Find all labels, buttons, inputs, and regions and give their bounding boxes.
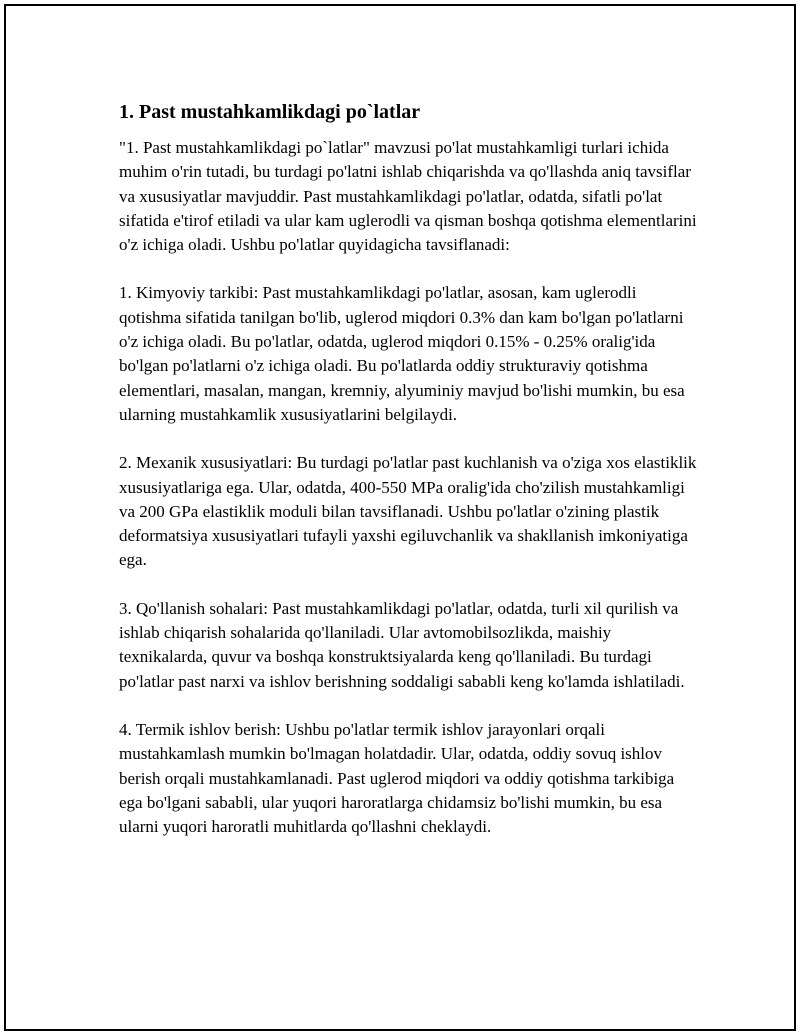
mechanical-properties-paragraph: 2. Mexanik xususiyatlari: Bu turdagi po'latlar past kuchlanish va o'ziga xos elastiklik xususiyatlariga ega. Ular, odatda, 400-550 MPa oralig'ida cho'zilish mustahkamligi va 200 GPa elastiklik moduli bilan tavsiflanadi. Ushbu po'latlar o'zining plastik deformatsiya xususiyatlari tufayli yaxshi egiluvchanlik va shakllanish imkoniyatiga ega.	[119, 453, 697, 570]
chemical-composition-paragraph: 1. Kimyoviy tarkibi: Past mustahkamlikdagi po'latlar, asosan, kam uglerodli qotishma sifatida tanilgan bo'lib, uglerod miqdori 0.3% dan kam bo'lgan po'latlarni o'z ichiga oladi. Bu po'latlar, odatda, uglerod miqdori 0.15% - 0.25% oralig'ida bo'lgan po'latlarni o'z ichiga oladi. Bu po'latlarda oddiy strukturaviy qotishma elementlari, masalan, mangan, kremniy, alyuminiy mavjud bo'lishi mumkin, bu esa ularning mustahkamlik xususiyatlarini belgilaydi.	[119, 283, 685, 424]
section-title: 1. Past mustahkamlikdagi po`latlar	[119, 101, 421, 123]
page-frame	[4, 4, 796, 1031]
document-body	[119, 98, 699, 839]
heat-treatment-paragraph: 4. Termik ishlov berish: Ushbu po'latlar termik ishlov jarayonlari orqali mustahkamlash mumkin bo'lmagan holatdadir. Ular, odatda, oddiy sovuq ishlov berish orqali mustahkamlanadi. Past uglerod miqdori va oddiy qotishma tarkibiga ega bo'lgani sababli, ular yuqori haroratlarga chidamsiz bo'lishi mumkin, bu esa ularni yuqori haroratli muhitlarda qo'llashni cheklaydi.	[119, 719, 675, 837]
intro-paragraph: "1. Past mustahkamlikdagi po`latlar" mavzusi po'lat mustahkamligi turlari ichida muhim o'rin tutadi, bu turdagi po'latni ishlab chiqarishda va qo'llashda aniq tavsiflar va xususiyatlar mavjuddir. Past mustahkamlikdagi po'latlar, odatda, sifatli po'lat sifatida e'tirof etiladi va ular kam uglerodli va qisman boshqa qotishma elementlarini o'z ichiga oladi. Ushbu po'latlar quyidagicha tavsiflanadi:	[119, 138, 697, 255]
application-areas-paragraph: 3. Qo'llanish sohalari: Past mustahkamlikdagi po'latlar, odatda, turli xil qurilish va ishlab chiqarish sohalarida qo'llaniladi. Ular avtomobilsozlikda, maishiy texnikalarda, quvur va boshqa konstruktsiyalarda keng qo'llaniladi. Bu turdagi po'latlar past narxi va ishlov berishning soddaligi sababli keng ko'lamda ishlatiladi.	[119, 598, 685, 691]
